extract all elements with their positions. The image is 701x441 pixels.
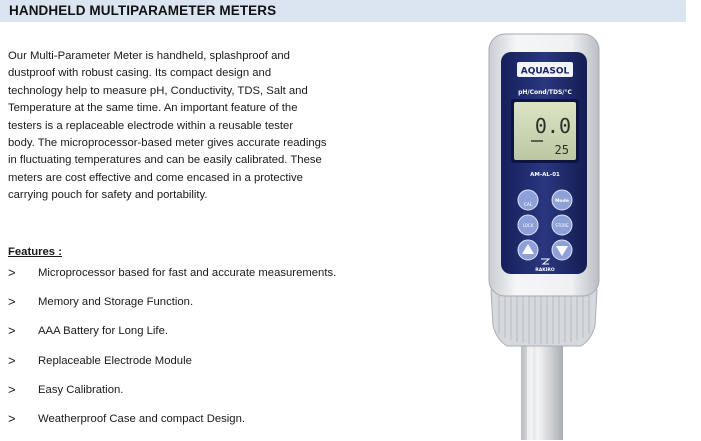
down-button[interactable]: [552, 240, 572, 260]
lock-button-label: LOCK: [522, 223, 534, 228]
description-line: testers is a replaceable electrode within a reusable tester: [8, 119, 294, 132]
title-bar: [0, 0, 686, 22]
chevron-right-icon: >: [8, 265, 16, 280]
chevron-right-icon: >: [8, 410, 16, 426]
cal-button[interactable]: [518, 190, 538, 210]
chevron-right-icon: >: [8, 381, 16, 397]
model-label: AM-AL-01: [530, 172, 560, 178]
chevron-right-icon: >: [8, 294, 16, 310]
description-paragraph: [8, 48, 368, 205]
feature-text: Microprocessor based for fast and accurate measurements.: [38, 267, 337, 279]
feature-item: [8, 324, 336, 353]
description-line: in fluctuating temperatures and can be easily calibrated. These: [8, 154, 322, 167]
feature-item: [8, 295, 336, 324]
page-title: HANDHELD MULTIPARAMETER METERS: [9, 3, 277, 18]
features-heading: Features :: [8, 246, 62, 258]
description-line: technology help to measure pH, Conductivity, TDS, Salt and: [8, 84, 308, 97]
up-button[interactable]: [518, 240, 538, 260]
mode-button-label: Mode: [555, 199, 569, 204]
feature-item: [8, 412, 336, 441]
feature-text: Replaceable Electrode Module: [38, 354, 192, 367]
description-line: meters are cost effective and come encased in a protective: [8, 171, 303, 184]
feature-text: AAA Battery for Long Life.: [38, 325, 168, 338]
store-button[interactable]: [552, 215, 572, 235]
store-button-label: STORE: [555, 223, 569, 228]
features-list: [8, 266, 336, 441]
mode-button[interactable]: [552, 190, 572, 210]
feature-item: [8, 354, 336, 383]
feature-text: Weatherproof Case and compact Design.: [38, 412, 246, 425]
chevron-right-icon: >: [8, 352, 16, 368]
mode-label: pH/Cond/TDS/°C: [518, 89, 572, 96]
feature-item: [8, 266, 336, 295]
maker-label: RAKIRO: [535, 268, 555, 273]
feature-item: [8, 383, 336, 412]
description-line: body. The microprocessor-based meter gives accurate readings: [8, 137, 327, 150]
description-line: Temperature at the same time. An important feature of the: [8, 102, 298, 115]
brand-label: AQUASOL: [520, 66, 570, 77]
feature-text: Easy Calibration.: [38, 383, 124, 396]
description-line: Our Multi-Parameter Meter is handheld, splashproof and: [8, 50, 290, 62]
description-line: dustproof with robust casing. Its compact design and: [8, 67, 272, 80]
feature-text: Memory and Storage Function.: [38, 296, 194, 309]
description-line: carrying pouch for safety and portability.: [8, 189, 208, 202]
display-sub-value: 25: [554, 143, 569, 157]
meter-product-image: [469, 28, 619, 440]
display-main-value: 0.0: [534, 114, 571, 138]
lock-button[interactable]: [518, 215, 538, 235]
electrode-cap: [491, 290, 597, 346]
chevron-right-icon: >: [8, 323, 16, 339]
cal-button-label: CAL: [523, 203, 533, 208]
